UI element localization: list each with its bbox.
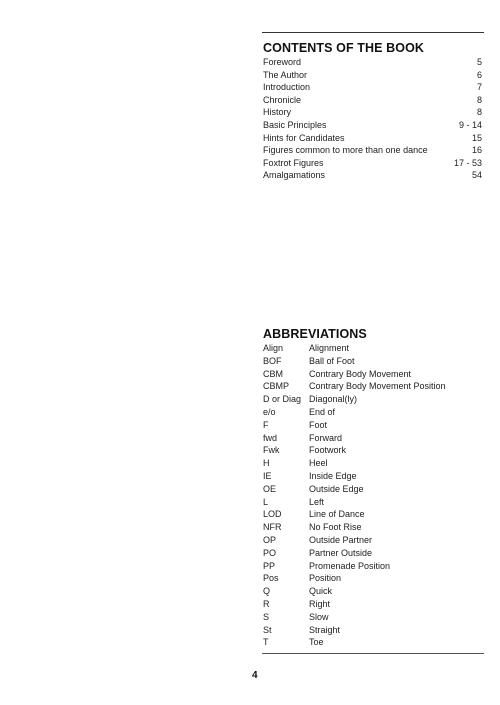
toc-entry-label: Introduction (263, 82, 311, 93)
abbreviation-term: LOD (263, 509, 282, 520)
abbreviation-meaning: Quick (309, 586, 333, 597)
toc-entry-label: Foreword (263, 57, 302, 67)
abbreviation-entry (263, 598, 493, 611)
abbreviation-term: Fwk (263, 445, 280, 456)
toc-entry (263, 106, 482, 119)
abbreviation-meaning: Inside Edge (309, 470, 357, 481)
toc-entry (263, 119, 482, 132)
toc-entry-page: 7 (476, 82, 482, 93)
toc-entry-page: 8 (476, 94, 482, 105)
abbreviation-meaning: Alignment (309, 343, 350, 353)
abbreviation-entry (263, 496, 493, 509)
abbreviation-entry (263, 636, 493, 649)
abbreviation-term: IE (263, 470, 272, 481)
abbreviation-term: PO (263, 547, 277, 558)
top-rule (262, 32, 484, 33)
abbreviation-term: NFR (263, 522, 282, 533)
abbreviation-entry (263, 547, 493, 560)
abbreviation-entry (263, 470, 493, 483)
toc-entry-page: 6 (476, 69, 482, 80)
abbreviation-meaning: Heel (309, 458, 328, 469)
abbreviation-meaning: Footwork (309, 445, 347, 456)
abbreviation-entry (263, 432, 493, 445)
abbreviation-meaning: Diagonal(ly) (309, 394, 358, 405)
abbreviation-term: St (263, 624, 272, 635)
abbreviation-term: S (263, 611, 270, 622)
toc-entry-page: 54 (471, 170, 482, 181)
toc-entry-label: Basic Principles (263, 119, 327, 130)
toc-entry (263, 157, 482, 170)
abbreviation-meaning: Outside Partner (309, 534, 373, 545)
toc-entry (263, 94, 482, 107)
toc-entry-label: Chronicle (263, 94, 302, 105)
abbreviation-meaning: Toe (309, 637, 324, 648)
abbreviation-term: T (263, 637, 269, 648)
bottom-rule (262, 653, 484, 654)
abbreviation-meaning: Partner Outside (309, 547, 373, 558)
contents-list (263, 56, 482, 182)
abbreviations-list (263, 342, 493, 649)
abbreviation-meaning: Position (309, 573, 342, 584)
abbreviation-term: PP (263, 560, 276, 571)
toc-entry (263, 169, 482, 182)
toc-entry-page: 17 - 53 (453, 157, 482, 168)
abbreviation-meaning: Ball of Foot (309, 355, 355, 366)
abbreviation-meaning: Promenade Position (309, 560, 391, 571)
abbreviation-meaning: Left (309, 496, 325, 507)
abbreviation-meaning: Contrary Body Movement Position (309, 381, 446, 392)
abbreviation-meaning: End of (309, 406, 336, 417)
abbreviation-term: CBMP (263, 381, 290, 392)
abbreviation-term: Pos (263, 573, 279, 584)
toc-entry-label: Hints for Candidates (263, 132, 345, 143)
abbreviation-meaning: No Foot Rise (309, 522, 362, 533)
toc-entry (263, 56, 482, 69)
toc-entry-page: 15 (471, 132, 482, 143)
toc-entry-page: 5 (476, 57, 482, 67)
abbreviation-term: H (263, 458, 270, 469)
abbreviation-term: BOF (263, 355, 282, 366)
abbreviation-entry (263, 585, 493, 598)
abbreviation-term: e/o (263, 406, 276, 417)
toc-entry-label: Figures common to more than one dance (263, 145, 428, 156)
abbreviation-entry (263, 483, 493, 496)
abbreviation-entry (263, 560, 493, 573)
abbreviation-meaning: Slow (309, 611, 329, 622)
abbreviation-meaning: Forward (309, 432, 343, 443)
abbreviation-term: OE (263, 483, 277, 494)
toc-entry (263, 81, 482, 94)
abbreviations-heading: ABBREVIATIONS (263, 327, 367, 341)
abbreviation-entry (263, 419, 493, 432)
toc-entry (263, 69, 482, 82)
abbreviation-meaning: Right (309, 598, 331, 609)
abbreviation-entry (263, 380, 493, 393)
toc-entry-label: Foxtrot Figures (263, 157, 324, 168)
abbreviation-term: F (263, 419, 269, 430)
abbreviation-entry (263, 406, 493, 419)
abbreviation-entry (263, 534, 493, 547)
abbreviation-entry (263, 572, 493, 585)
toc-entry-label: Amalgamations (263, 170, 326, 181)
abbreviation-entry (263, 444, 493, 457)
toc-entry-page: 9 - 14 (458, 119, 482, 130)
page-number: 4 (252, 670, 258, 681)
abbreviation-meaning: Foot (309, 419, 328, 430)
toc-entry-label: History (263, 107, 292, 118)
toc-entry (263, 144, 482, 157)
abbreviation-term: CBM (263, 368, 283, 379)
toc-entry (263, 132, 482, 145)
toc-entry-page: 16 (471, 145, 482, 156)
contents-heading: CONTENTS OF THE BOOK (263, 41, 425, 55)
toc-entry-label: The Author (263, 69, 308, 80)
abbreviation-entry (263, 457, 493, 470)
abbreviation-entry (263, 624, 493, 637)
abbreviation-term: Q (263, 586, 271, 597)
abbreviation-term: OP (263, 534, 277, 545)
abbreviation-entry (263, 393, 493, 406)
abbreviation-meaning: Straight (309, 624, 341, 635)
abbreviation-term: R (263, 598, 270, 609)
toc-entry-page: 8 (476, 107, 482, 118)
abbreviation-entry (263, 508, 493, 521)
abbreviation-entry (263, 342, 493, 355)
abbreviation-entry (263, 368, 493, 381)
abbreviation-entry (263, 355, 493, 368)
abbreviation-term: D or Diag (263, 394, 302, 405)
abbreviation-term: Align (263, 343, 284, 353)
abbreviation-term: L (263, 496, 269, 507)
abbreviation-meaning: Outside Edge (309, 483, 364, 494)
abbreviation-entry (263, 611, 493, 624)
abbreviation-term: fwd (263, 432, 278, 443)
abbreviation-meaning: Line of Dance (309, 509, 365, 520)
abbreviation-entry (263, 521, 493, 534)
abbreviation-meaning: Contrary Body Movement (309, 368, 412, 379)
